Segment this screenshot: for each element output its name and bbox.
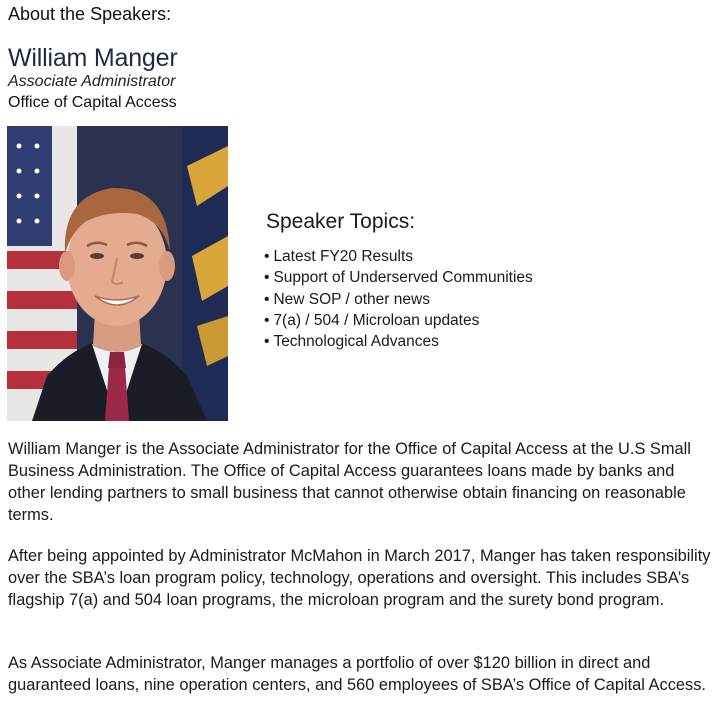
speaker-topics-title: Speaker Topics: xyxy=(266,210,416,233)
topic-item: • Support of Underserved Communities xyxy=(264,267,533,288)
bio-paragraph: After being appointed by Administrator McMahon in March 2017, Manger has taken responsibility over the SBA’s loan program policy, technology, operations and oversight. This includes SBA’s flagship 7(a) and 504 loan programs, the microloan program and the surety bond program. xyxy=(8,547,711,609)
speaker-photo xyxy=(7,126,228,421)
topic-item: • 7(a) / 504 / Microloan updates xyxy=(264,310,533,331)
bio-paragraph: William Manger is the Associate Administrator for the Office of Capital Access at the U.S Small Business Administration. The Office of Capital Access guarantees loans made by banks and other lending partners to small business that cannot otherwise obtain financing on reasonable terms. xyxy=(8,440,691,524)
speaker-office: Office of Capital Access xyxy=(8,94,177,111)
speaker-role: Associate Administrator xyxy=(8,73,176,90)
bio-paragraph: As Associate Administrator, Manger manages a portfolio of over $120 billion in direct and guaranteed loans, nine operation centers, and 560 employees of SBA’s Office of Capital Access. xyxy=(8,654,706,694)
speaker-name: William Manger xyxy=(8,44,178,72)
topic-item: • Latest FY20 Results xyxy=(264,246,533,267)
topic-item: • Technological Advances xyxy=(264,331,533,352)
speaker-topics-list xyxy=(264,246,533,352)
topic-item: • New SOP / other news xyxy=(264,289,533,310)
section-title: About the Speakers: xyxy=(8,4,172,24)
